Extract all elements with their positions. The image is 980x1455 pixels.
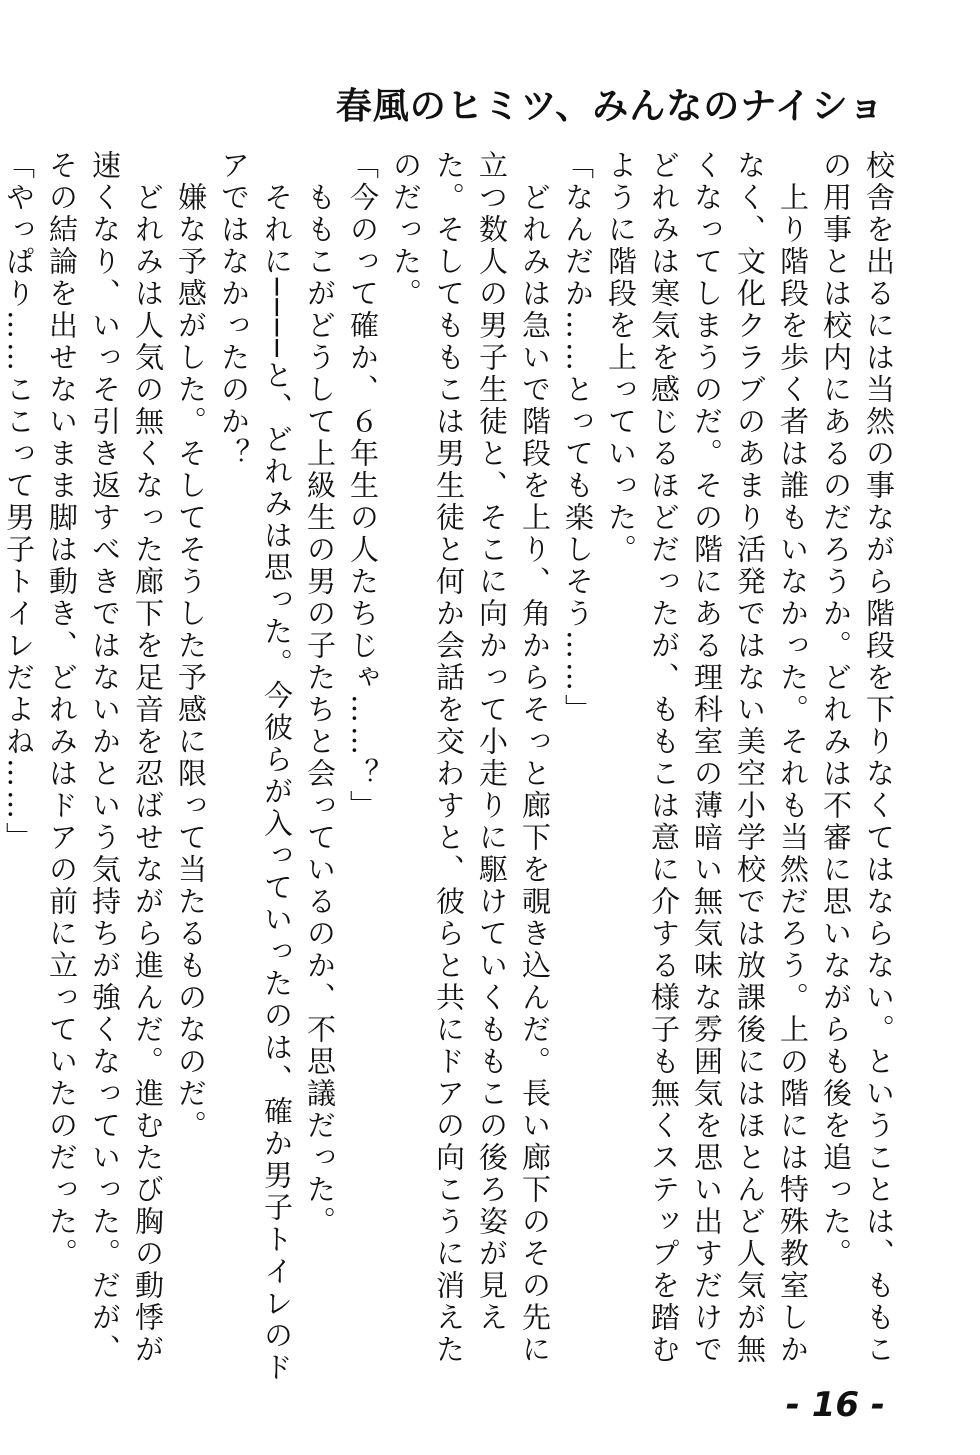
page-number: - 16 -	[785, 1385, 885, 1425]
page-title: 春風のヒミツ、みんなのナイショ	[335, 86, 885, 127]
paragraph-5: 「今のって確か、６年生の人たちじゃ……？」	[346, 150, 380, 822]
paragraph-7: それに────と、どれみは思った。今彼らが入っていったのは、確か男子トイレのドアではなかったのか？	[217, 150, 294, 1384]
paragraph-2: 上り階段を歩く者は誰もいなかった。それも当然だろう。上の階には特殊教室しかなく、文化クラブのあまり活発ではない美空小学校では放課後にはほとんど人気が無くなってしまうのだ。その階にある理科室の薄暗い無気味な雰囲気を思い出すだけでどれみは寒気を感じるほどだったが、ももこは意に介する様子も無くステップを踏むように階段を上っていった。	[604, 150, 810, 1366]
body-text	[2, 150, 900, 1390]
paragraph-3: 「なんだか……とっても楽しそう……」	[561, 150, 595, 726]
paragraph-6: ももこがどうして上級生の男の子たちと会っているのか、不思議だった。	[303, 150, 337, 1238]
paragraph-10: 「やっぱり……ここって男子トイレだよね……」	[2, 150, 36, 854]
paragraph-4: どれみは急いで階段を上り、角からそっと廊下を覗き込んだ。長い廊下のその先に立つ数人の男子生徒と、そこに向かって小走りに駆けていくももこの後ろ姿が見えた。そしてももこは男生徒と何か会話を交わすと、彼らと共にドアの向こうに消えたのだった。	[389, 150, 552, 1366]
paragraph-8: 嫌な予感がした。そしてそうした予感に限って当たるものなのだ。	[174, 150, 208, 1142]
paragraph-9: どれみは人気の無くなった廊下を足音を忍ばせながら進んだ。進むたび胸の動悸が速くなり、いっそ引き返すべきではないかという気持ちが強くなっていった。だが、その結論を出せないまま脚は動き、どれみはドアの前に立っていたのだった。	[45, 150, 165, 1366]
paragraph-1: 校舎を出るには当然の事ながら階段を下りなくてはならない。ということは、ももこの用事とは校内にあるのだろうか。どれみは不審に思いながらも後を追った。	[819, 150, 896, 1366]
